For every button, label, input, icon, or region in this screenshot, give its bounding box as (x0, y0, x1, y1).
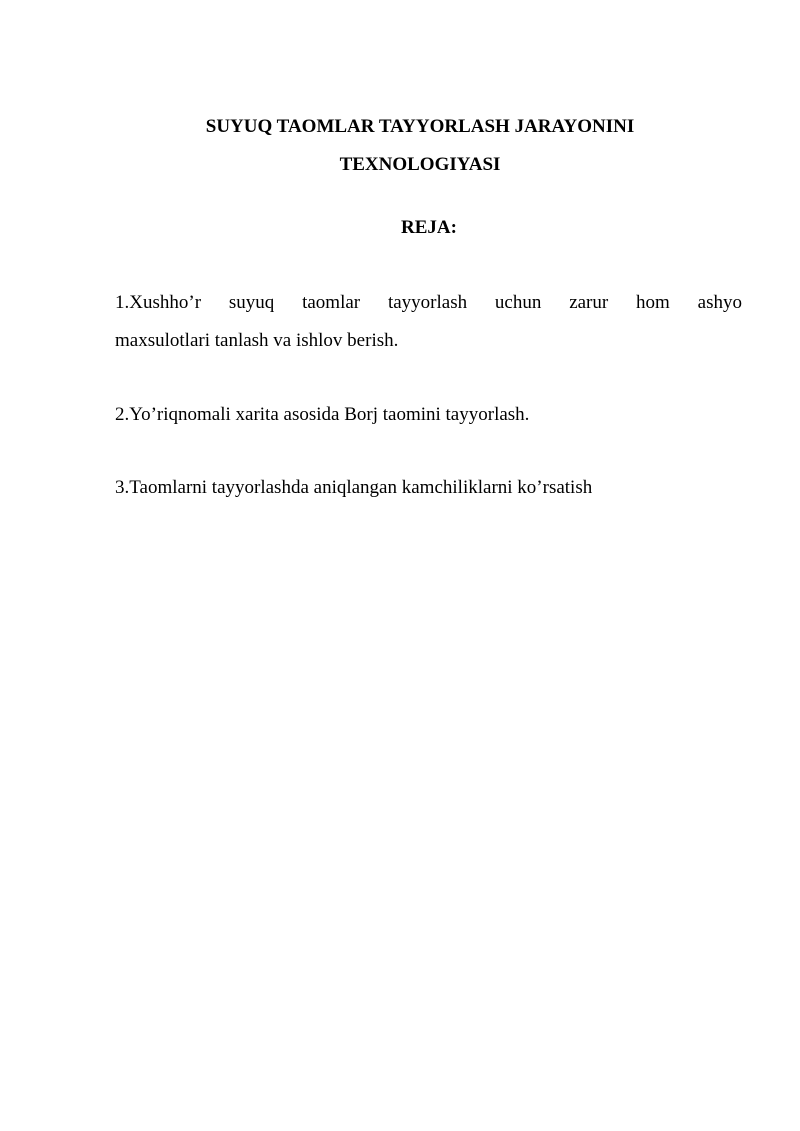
plan-item-2: 2.Yo’riqnomali xarita asosida Borj taomini tayyorlash. (115, 404, 530, 425)
plan-item-1-line-2: maxsulotlari tanlash va ishlov berish. (115, 330, 399, 351)
plan-heading: REJA: (401, 217, 457, 238)
plan-item-1 (115, 284, 742, 360)
plan-list (115, 284, 742, 507)
document-title-line-2: TEXNOLOGIYASI (339, 154, 501, 175)
plan-item-1-line-1: 1.Xushho’r suyuq taomlar tayyorlash uchun zarur hom ashyo (115, 292, 742, 313)
document-title (0, 108, 800, 184)
plan-item-3: 3.Taomlarni tayyorlashda aniqlangan kamchiliklarni ko’rsatish (115, 477, 593, 498)
document-title-line-1: SUYUQ TAOMLAR TAYYORLASH JARAYONINI (205, 116, 635, 137)
